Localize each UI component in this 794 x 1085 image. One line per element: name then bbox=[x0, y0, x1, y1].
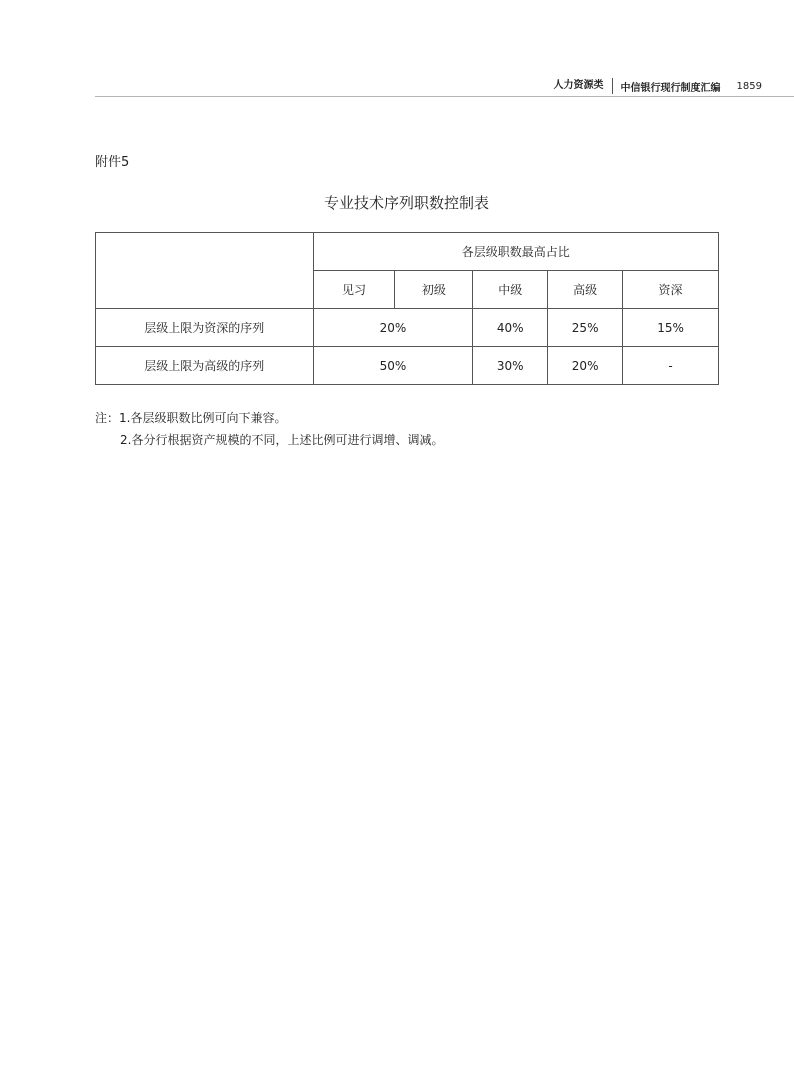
level-header: 中级 bbox=[473, 271, 548, 309]
table-row bbox=[96, 347, 719, 385]
level-header: 高级 bbox=[548, 271, 623, 309]
page-title: 专业技术序列职数控制表 bbox=[323, 194, 489, 212]
page-number: 1859 bbox=[736, 80, 762, 92]
level-header: 资深 bbox=[623, 271, 719, 309]
table-cell: - bbox=[623, 347, 719, 385]
table-cell: 20% bbox=[548, 347, 623, 385]
row-label: 层级上限为资深的序列 bbox=[96, 309, 314, 347]
table-cell: 40% bbox=[473, 309, 548, 347]
table-cell: 30% bbox=[473, 347, 548, 385]
header-section: 人力资源类 bbox=[554, 78, 613, 94]
table-row bbox=[96, 309, 719, 347]
level-header: 初级 bbox=[395, 271, 473, 309]
group-header-cell: 各层级职数最高占比 bbox=[313, 233, 718, 271]
header-book-title: 中信银行现行制度汇编 bbox=[620, 82, 721, 94]
header-rule bbox=[95, 96, 794, 97]
note-line bbox=[95, 429, 443, 451]
note-line bbox=[95, 407, 443, 429]
table-corner-cell bbox=[96, 233, 314, 309]
control-table bbox=[95, 232, 719, 385]
notes bbox=[95, 407, 443, 451]
table-cell: 15% bbox=[623, 309, 719, 347]
row-label: 层级上限为高级的序列 bbox=[96, 347, 314, 385]
level-header: 见习 bbox=[313, 271, 395, 309]
running-header bbox=[554, 78, 762, 94]
table-cell: 20% bbox=[313, 309, 473, 347]
table-cell: 50% bbox=[313, 347, 473, 385]
note-item: 1.各层级职数比例可向下兼容。 bbox=[119, 411, 287, 425]
attachment-label: 附件5 bbox=[95, 155, 130, 170]
note-item: 2.各分行根据资产规模的不同，上述比例可进行调增、调减。 bbox=[120, 433, 444, 447]
table-cell: 25% bbox=[548, 309, 623, 347]
table-header-row bbox=[96, 233, 719, 271]
note-prefix: 注： bbox=[95, 411, 120, 425]
